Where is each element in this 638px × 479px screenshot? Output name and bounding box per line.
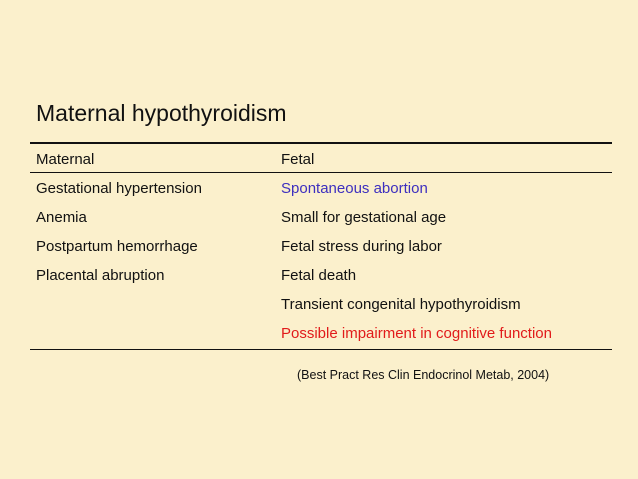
- fetal-item-fetal-death: Fetal death: [281, 267, 357, 284]
- fetal-item-fetal-stress: Fetal stress during labor: [281, 238, 442, 255]
- table-header-fetal: Fetal: [281, 151, 315, 168]
- fetal-item-cognitive-impairment: Possible impairment in cognitive function: [281, 325, 552, 342]
- fetal-item-small-for-gestational-age: Small for gestational age: [281, 209, 447, 226]
- maternal-item-placental-abruption: Placental abruption: [36, 267, 165, 284]
- slide-title: Maternal hypothyroidism: [36, 100, 287, 126]
- table-bottom-rule: [30, 349, 612, 350]
- fetal-item-transient-congenital-hypothyroidism: Transient congenital hypothyroidism: [281, 296, 521, 313]
- citation: (Best Pract Res Clin Endocrinol Metab, 2004): [297, 368, 550, 382]
- maternal-item-anemia: Anemia: [36, 209, 87, 226]
- maternal-item-gestational-hypertension: Gestational hypertension: [36, 180, 202, 197]
- table-header-rule: [30, 172, 612, 173]
- fetal-item-spontaneous-abortion: Spontaneous abortion: [281, 180, 428, 197]
- maternal-item-postpartum-hemorrhage: Postpartum hemorrhage: [36, 238, 198, 255]
- table-header-maternal: Maternal: [36, 151, 95, 168]
- table-top-rule: [30, 142, 612, 144]
